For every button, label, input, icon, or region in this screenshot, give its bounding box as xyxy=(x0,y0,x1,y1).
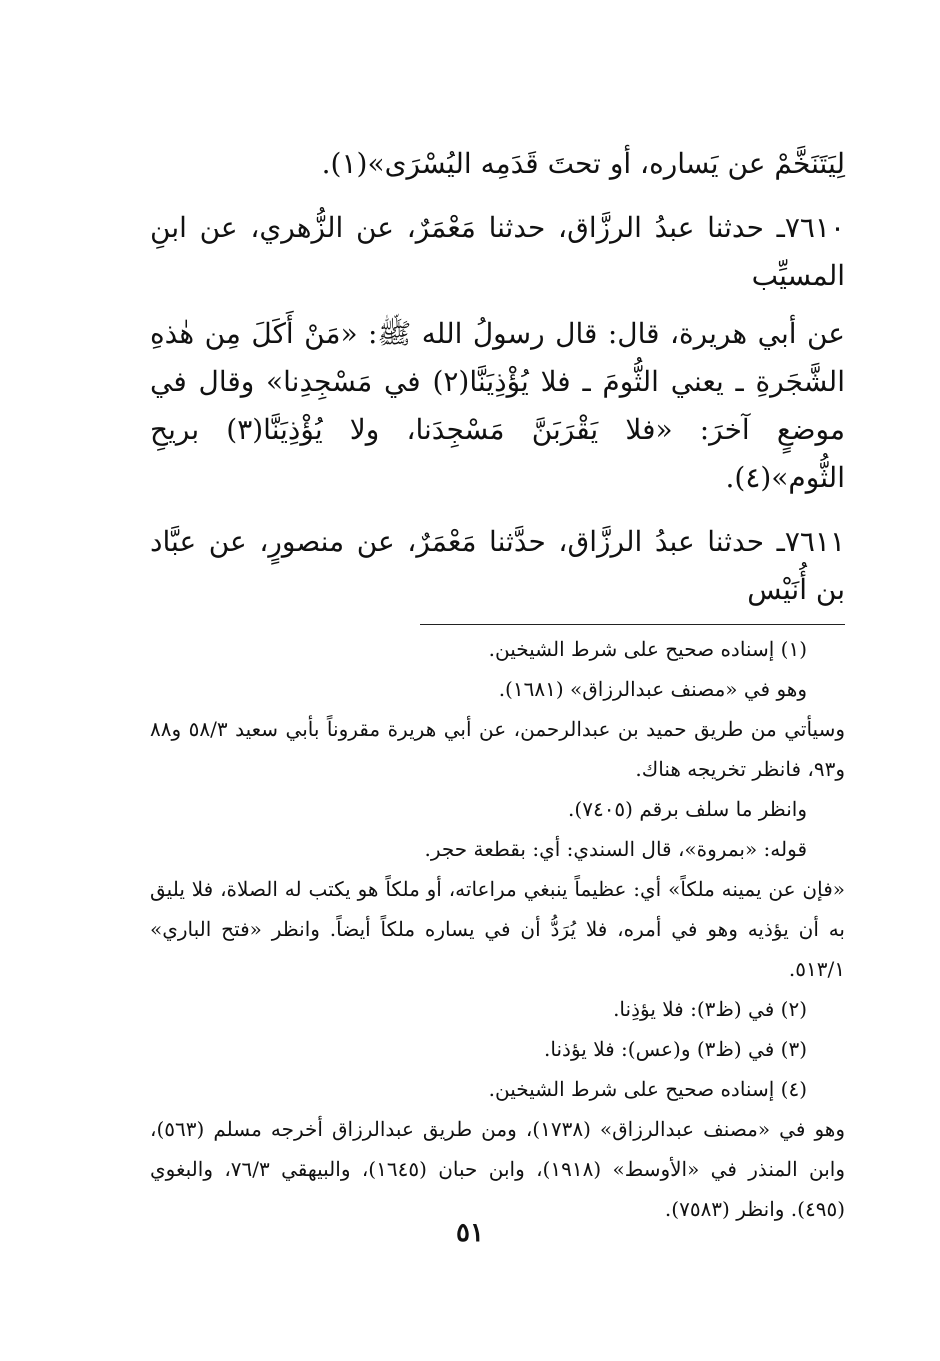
footnote-line: (٤) إسناده صحيح على شرط الشيخين. xyxy=(488,1077,807,1101)
footnote-line: وهو في «مصنف عبدالرزاق» (١٦٨١). xyxy=(498,677,807,701)
footnote-line: وانظر ما سلف برقم (٧٤٠٥). xyxy=(568,797,807,821)
footnote-line: (٣) في (ظ٣) و(عس): فلا يؤذنا. xyxy=(544,1037,807,1061)
footnote-separator xyxy=(420,624,845,625)
footnote-line: (٢) في (ظ٣): فلا يؤذِنا. xyxy=(613,997,807,1021)
footnote-line: وسيأتي من طريق حميد بن عبدالرحمن، عن أبي هريرة مقروناً بأبي سعيد ٥٨/٣ و٨٨ و٩٣، فانظر تخريجه هناك. xyxy=(150,717,846,781)
intro-line: لِيَتَنَخَّمْ عن يَساره، أو تحتَ قَدَمِه اليُسْرَى»(١). xyxy=(321,147,845,180)
book-page xyxy=(150,140,845,1229)
footnote-line: وهو في «مصنف عبدالرزاق» (١٧٣٨)، ومن طريق عبدالرزاق أخرجه مسلم (٥٦٣)، وابن المنذر في «الأوسط» (١٩١٨)، وابن حبان (١٦٤٥)، والبيهقي ٧٦/٣، والبغوي (٤٩٥). وانظر (٧٥٨٣). xyxy=(150,1117,845,1221)
hadith-7610-matn: عن أبي هريرة، قال: قال رسولُ الله ﷺ: «مَنْ أَكَلَ مِن هٰذهِ الشَّجَرةِ ـ يعني الثُّومَ ـ فلا يُؤْذِيَنَّا(٢) في مَسْجِدِنا» وقال في موضعٍ آخرَ: «فلا يَقْرَبَنَّ مَسْجِدَنا، ولا يُؤْذِيَنَّا(٣) بريحِ الثُّوم»(٤). xyxy=(150,317,845,494)
footnote-line: قوله: «بمروة»، قال السندي: أي: بقطعة حجر. xyxy=(424,837,807,861)
hadith-7610-isnad: ٧٦١٠ـ حدثنا عبدُ الرزَّاق، حدثنا مَعْمَرٌ، عن الزُّهري، عن ابنِ المسيِّب xyxy=(150,211,845,292)
footnotes xyxy=(150,629,845,1229)
page-number: ٥١ xyxy=(456,1218,484,1248)
footnote-line: (١) إسناده صحيح على شرط الشيخين. xyxy=(488,637,807,661)
footnote-line: «فإن عن يمينه ملكاً» أي: عظيماً ينبغي مراعاته، أو ملكاً هو يكتب له الصلاة، فلا يليق به أن يؤذيه وهو في أمره، فلا يُرَدُّ أن في يساره ملكاً أيضاً. وانظر «فتح الباري» ٥١٣/١. xyxy=(150,877,845,981)
main-text xyxy=(150,140,845,614)
hadith-7611-isnad: ٧٦١١ـ حدثنا عبدُ الرزَّاق، حدَّثنا مَعْمَرٌ، عن منصورٍ، عن عبَّاد بن أُنَيْس xyxy=(150,525,845,606)
